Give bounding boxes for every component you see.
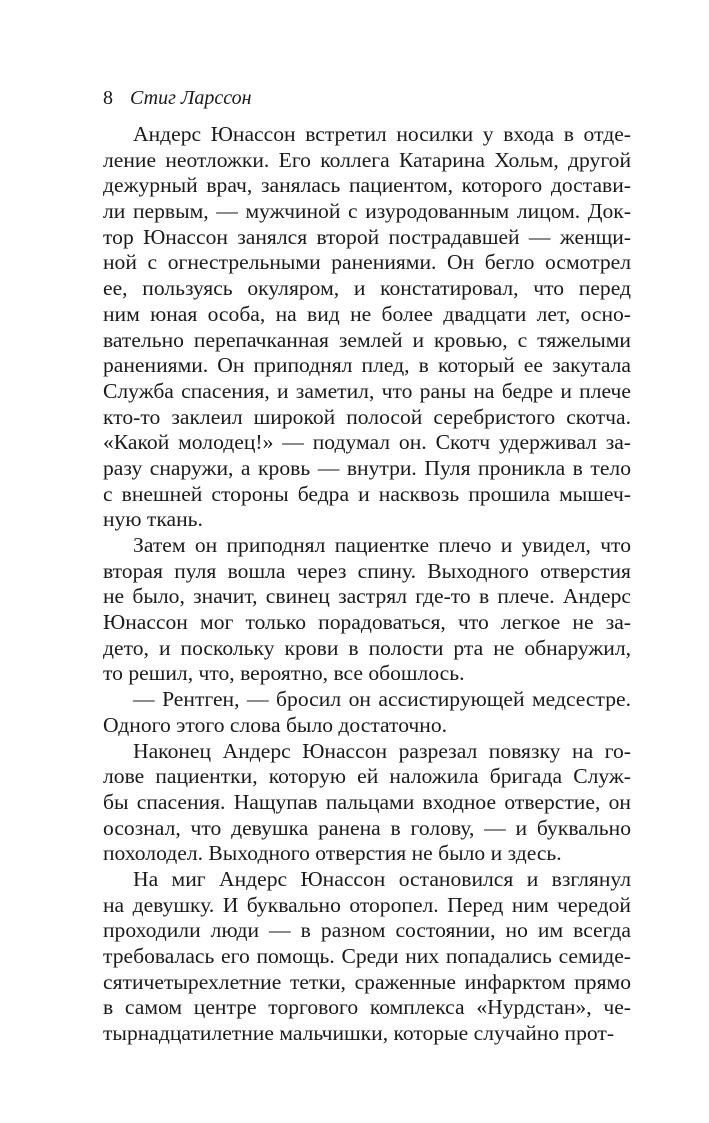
text-line: ной с огнестрельными ранениями. Он бегло осмотрел	[103, 250, 631, 275]
text-line: не было, значит, свинец застрял где-то в плече. Андерс	[103, 584, 631, 609]
text-line: кто-то заклеил широкой полосой серебристого скотча.	[103, 404, 631, 429]
text-line: бы спасения. Нащупав пальцами входное отверстие, он	[103, 789, 631, 814]
text-line: сятичетырехлетние тетки, сраженные инфарктом прямо	[103, 969, 631, 994]
running-head-author: Стиг Ларссон	[130, 87, 252, 109]
text-line: тор Юнассон занялся второй пострадавшей — женщи-	[103, 224, 631, 249]
text-line: Наконец Андерс Юнассон разрезал повязку на го-	[133, 738, 631, 763]
text-line: тырнадцатилетние мальчишки, которые случайно прот-	[103, 1021, 615, 1046]
page-number: 8	[103, 87, 113, 109]
text-line: проходили люди — в разном состоянии, но им всегда	[103, 918, 631, 943]
text-line: осознал, что девушка ранена в голову, — и буквально	[103, 815, 631, 840]
text-line: ранениями. Он приподнял плед, в который ее закутала	[103, 353, 631, 378]
text-line: с внешней стороны бедра и насквозь прошила мышеч-	[103, 481, 631, 506]
text-line: дежурный врач, занялась пациентом, которого достави-	[103, 173, 631, 198]
paragraph	[103, 533, 631, 687]
text-line: похолодел. Выходного отверстия не было и здесь.	[103, 841, 562, 866]
text-line: требовалась его помощь. Среди них попадались семиде-	[103, 944, 631, 968]
text-line: ную ткань.	[103, 507, 203, 532]
text-line: ли первым, — мужчиной с изуродованным лицом. Док-	[103, 199, 631, 224]
text-line: Служба спасения, и заметил, что раны на бедре и плече	[103, 378, 631, 403]
body-text	[103, 122, 631, 1047]
text-line: Юнассон мог только порадоваться, что легкое не за-	[103, 610, 631, 635]
book-page	[103, 84, 631, 1047]
text-line: ее, пользуясь окуляром, и констатировал, что перед	[103, 276, 631, 301]
text-line: на девушку. И буквально оторопел. Перед ним чередой	[103, 892, 631, 917]
running-head	[103, 84, 631, 112]
paragraph	[103, 739, 631, 867]
text-line: На миг Андерс Юнассон остановился и взглянул	[133, 866, 631, 891]
text-line: вательно перепачканная землей и кровью, с тяжелыми	[103, 327, 631, 352]
paragraph	[103, 122, 631, 533]
text-line: лове пациентки, которую ей наложила бригада Служ-	[103, 764, 631, 789]
text-line: вторая пуля вошла через спину. Выходного отверстия	[103, 558, 631, 583]
paragraph	[103, 687, 631, 738]
text-line: разу снаружи, а кровь — внутри. Пуля проникла в тело	[103, 455, 631, 480]
text-line: в самом центре торгового комплекса «Нурдстан», че-	[103, 995, 631, 1020]
text-line: дето, и поскольку крови в полости рта не обнаружил,	[103, 635, 631, 660]
text-line: Андерс Юнассон встретил носилки у входа в отде-	[133, 122, 631, 146]
text-line: Затем он приподнял пациентке плечо и увидел, что	[133, 533, 631, 557]
paragraph	[103, 867, 631, 1047]
text-line: «Какой молодец!» — подумал он. Скотч удерживал за-	[103, 430, 631, 455]
text-line: Одного этого слова было достаточно.	[103, 712, 448, 737]
text-line: то решил, что, вероятно, все обошлось.	[103, 661, 465, 686]
text-line: — Рентген, — бросил он ассистирующей медсестре.	[133, 687, 631, 712]
text-line: ление неотложки. Его коллега Катарина Хольм, другой	[103, 147, 631, 172]
text-line: ним юная особа, на вид не более двадцати лет, осно-	[103, 301, 631, 326]
